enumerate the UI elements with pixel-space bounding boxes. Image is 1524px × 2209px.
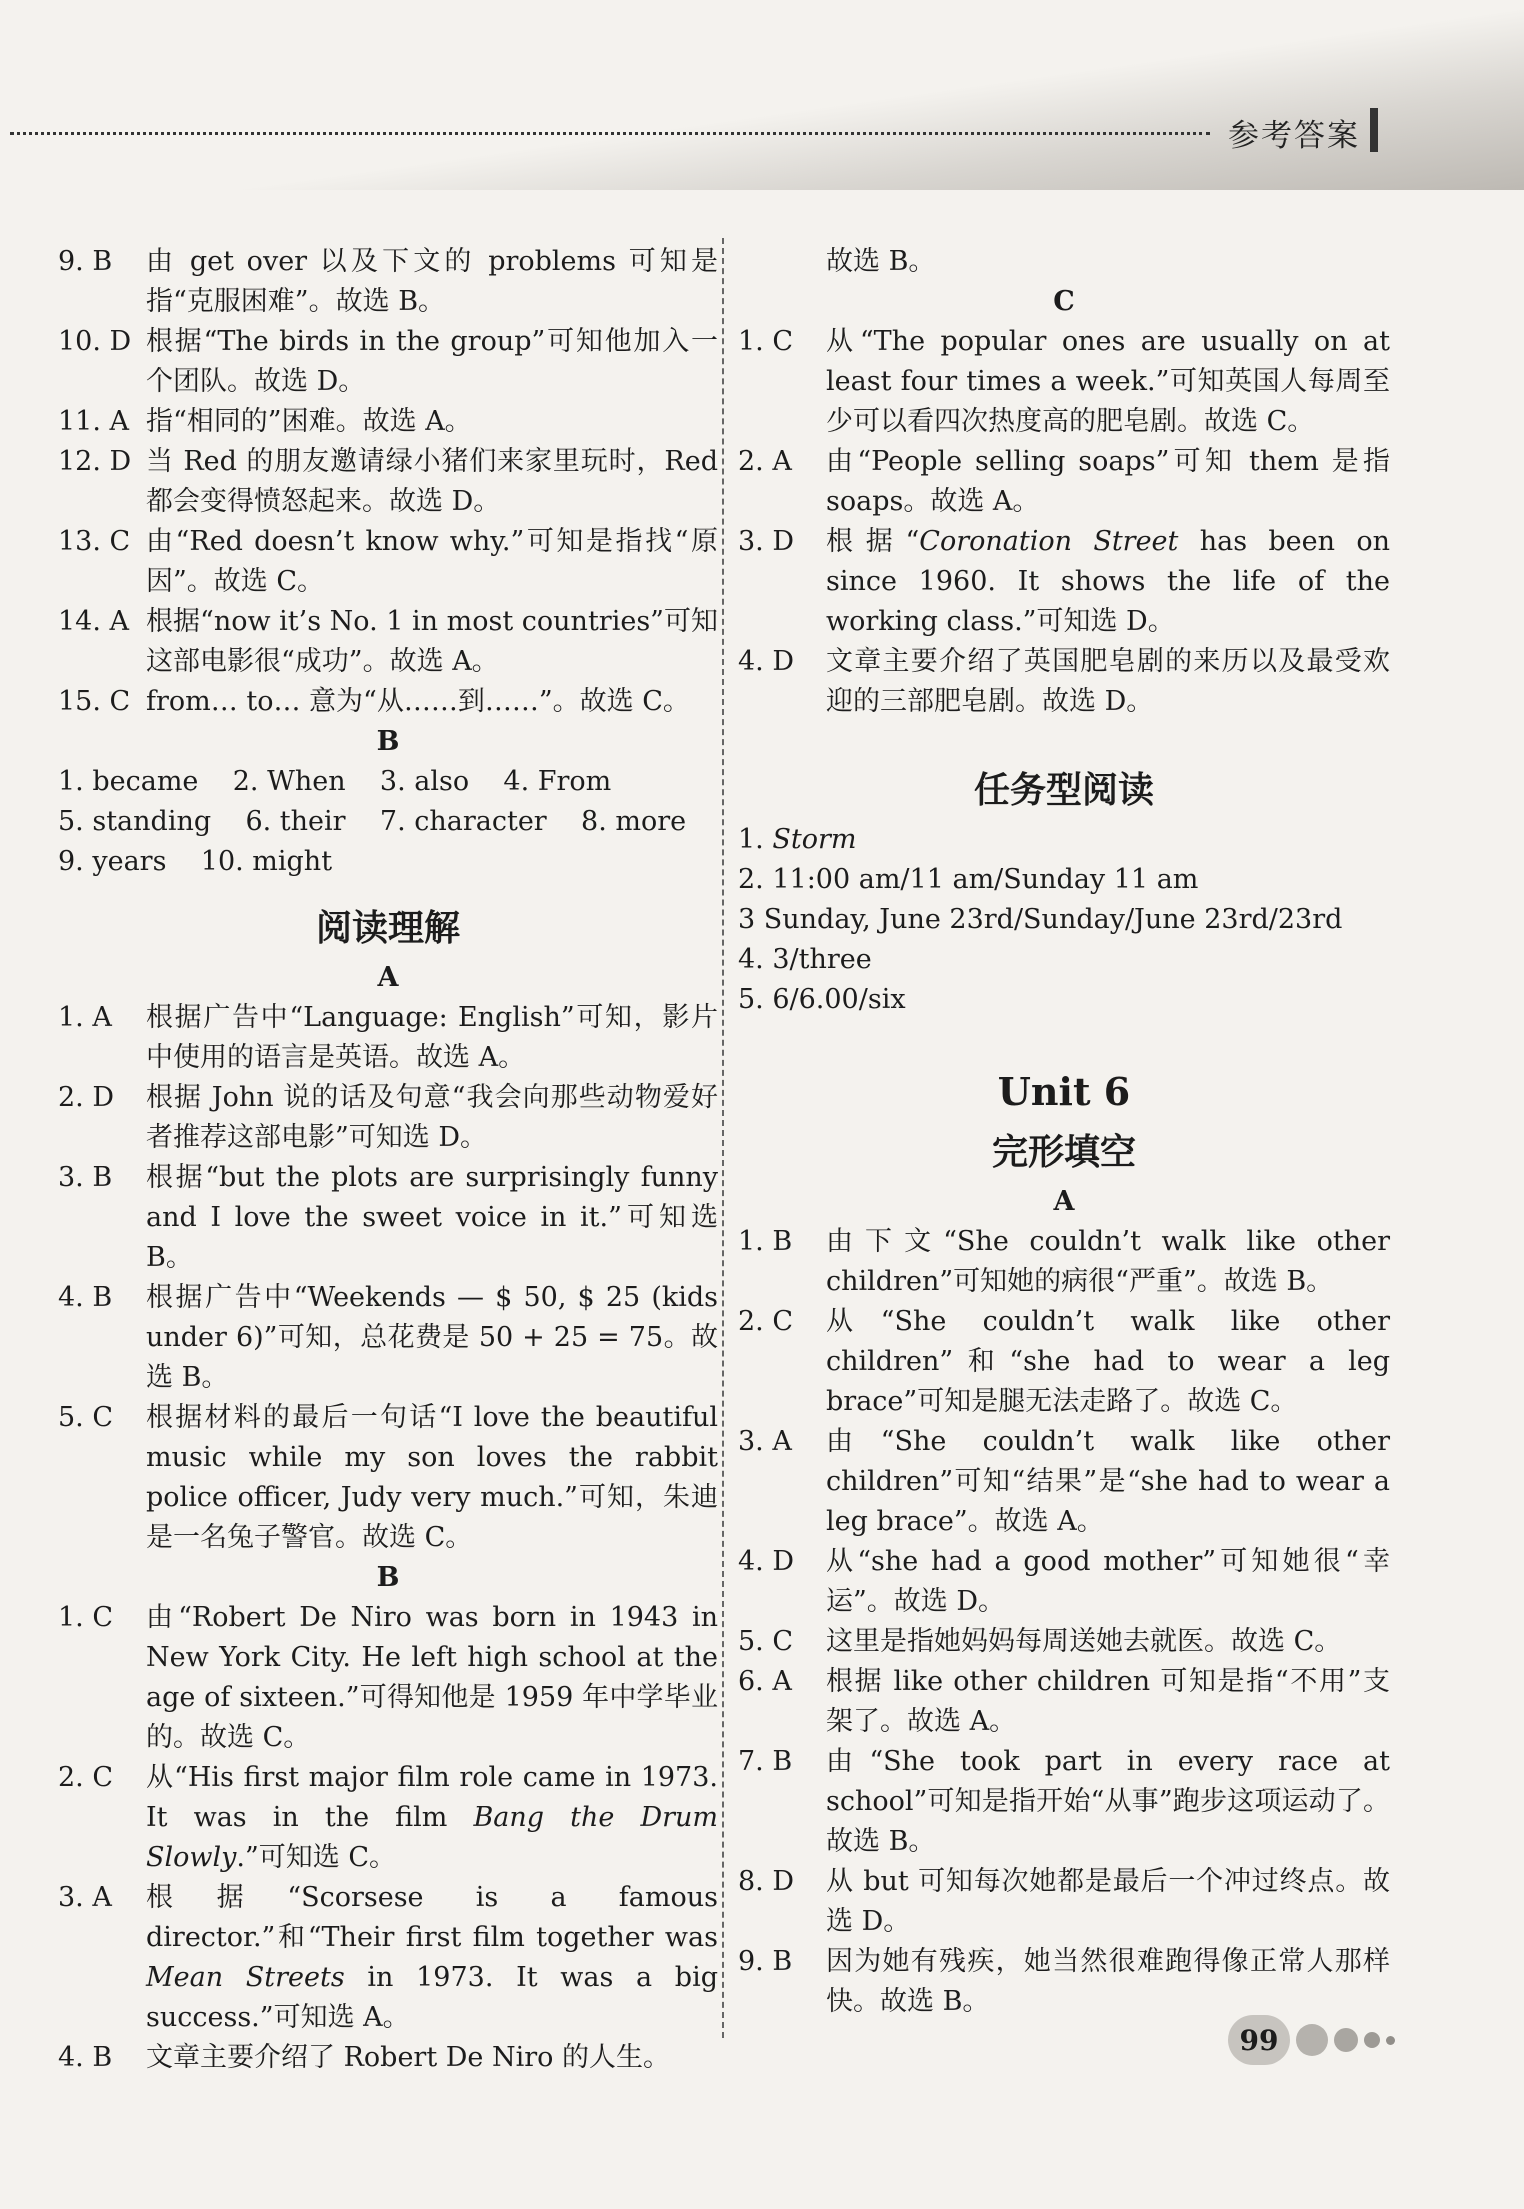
task-reading-heading: 任务型阅读	[973, 770, 1154, 811]
answer-item: 2. C 从“His first major film role came in 1973. It was in the film Bang the Drum Slowly.”可知选 C。	[58, 1762, 718, 1873]
answer-item: 3. A 由“She couldn’t walk like other children”可知“结果”是“she had to wear a leg brace”。故选 A。	[738, 1426, 1390, 1537]
decor-dot-icon	[1386, 2036, 1395, 2045]
right-column	[738, 242, 1390, 2022]
decor-dot-icon	[1296, 2024, 1328, 2056]
answer-item: 2. D 根据 John 说的话及句意“我会向那些动物爱好者推荐这部电影”可知选 D。	[58, 1082, 718, 1153]
cloze-b-continued-list	[58, 242, 718, 722]
answer-item: 3. D 根据“Coronation Street has been on since 1960. It shows the life of the working class.”可知选 D。	[738, 526, 1390, 637]
answer-item: 11. A 指“相同的”困难。故选 A。	[58, 406, 472, 437]
answer-item: 5. C 这里是指她妈妈每周送她去就医。故选 C。	[738, 1626, 1342, 1657]
answer-item: 3. B 根据“but the plots are surprisingly funny and I love the sweet voice in it.”可知选 B。	[58, 1162, 718, 1273]
answer-item: 1. C 由“Robert De Niro was born in 1943 in New York City. He left high school at the age of sixteen.”可得知他是 1959 年中学毕业的。故选 C。	[58, 1602, 718, 1753]
unit-heading: Unit 6	[997, 1069, 1131, 1114]
task-line: 5. 6/6.00/six	[738, 984, 906, 1015]
left-column	[58, 242, 718, 2078]
answer-item: 14. A 根据“now it’s No. 1 in most countries”可知这部电影很“成功”。故选 A。	[58, 606, 718, 677]
reading-a-label: A	[377, 962, 399, 993]
answer-item: 1. C 从“The popular ones are usually on at least four times a week.”可知英国人每周至少可以看四次热度高的肥皂剧。故选 C。	[738, 326, 1390, 437]
task-line: 2. 11:00 am/11 am/Sunday 11 am	[738, 864, 1199, 895]
section-b-line: 5. standing 6. their 7. character 8. more	[58, 806, 687, 837]
answer-item: 10. D 根据“The birds in the group”可知他加入一个团队。故选 D。	[58, 326, 718, 397]
reading-heading: 阅读理解	[315, 908, 460, 949]
answer-item: 2. C 从“She couldn’t walk like other children”和“she had to wear a leg brace”可知是腿无法走路了。故选 C。	[738, 1306, 1390, 1417]
answer-item: 3. A 根据“Scorsese is a famous director.”和“Their first film together was Mean Streets in 1973. It was a big success.”可知选 A。	[58, 1882, 718, 2033]
answer-item: 12. D 当 Red 的朋友邀请绿小猪们来家里玩时，Red 都会变得愤怒起来。故选 D。	[58, 446, 718, 517]
column-divider	[722, 238, 724, 2038]
header-shade	[0, 0, 1524, 190]
task-line: 3 Sunday, June 23rd/Sunday/June 23rd/23rd	[738, 904, 1343, 935]
answer-item: 7. B 由“She took part in every race at school”可知是指开始“从事”跑步这项运动了。故选 B。	[738, 1746, 1390, 1857]
section-b-label: B	[376, 726, 400, 757]
section-c-label: C	[1053, 286, 1075, 317]
answer-item: 2. A 由“People selling soaps”可知 them 是指 soaps。故选 A。	[738, 446, 1390, 517]
answer-item: 4. D 文章主要介绍了英国肥皂剧的来历以及最受欢迎的三部肥皂剧。故选 D。	[738, 646, 1390, 717]
section-b-line: 1. became 2. When 3. also 4. From	[58, 766, 612, 797]
cloze-heading: 完形填空	[991, 1132, 1136, 1173]
carry-over-text: 故选 B。	[826, 246, 936, 277]
header-bar	[1370, 108, 1378, 152]
answer-item: 5. C 根据材料的最后一句话“I love the beautiful music while my son loves the rabbit police officer, Judy very much.”可知，朱迪是一名兔子警官。故选 C。	[58, 1402, 718, 1553]
answer-item: 13. C 由“Red doesn’t know why.”可知是指找“原因”。故选 C。	[58, 526, 718, 597]
answer-item: 1. B 由下文“She couldn’t walk like other children”可知她的病很“严重”。故选 B。	[738, 1226, 1390, 1297]
decor-dot-icon	[1334, 2028, 1358, 2052]
answer-item: 1. A 根据广告中“Language: English”可知，影片中使用的语言是英语。故选 A。	[58, 1002, 718, 1073]
answer-item: 9. B 因为她有残疾，她当然很难跑得像正常人那样快。故选 B。	[738, 1946, 1390, 2017]
answer-item: 6. A 根据 like other children 可知是指“不用”支架了。故选 A。	[738, 1666, 1390, 1737]
answer-item: 4. B 根据广告中“Weekends — $ 50, $ 25 (kids under 6)”可知，总花费是 50 + 25 = 75。故选 B。	[58, 1282, 718, 1393]
reading-b-label: B	[376, 1562, 400, 1593]
task-line: 4. 3/three	[738, 944, 872, 975]
answer-item: 4. B 文章主要介绍了 Robert De Niro 的人生。	[58, 2042, 670, 2073]
section-b-line: 9. years 10. might	[58, 846, 333, 877]
page-number: 99	[1228, 2015, 1290, 2065]
task-line: 1. Storm	[738, 824, 857, 855]
header-label: 参考答案	[1228, 118, 1360, 154]
answer-item: 9. B 由 get over 以及下文的 problems 可知是指“克服困难”。故选 B。	[58, 246, 718, 317]
header-dotted-rule	[10, 132, 1210, 135]
answer-item: 4. D 从“she had a good mother”可知她很“幸运”。故选 D。	[738, 1546, 1390, 1617]
decor-dot-icon	[1364, 2032, 1380, 2048]
answer-item: 8. D 从 but 可知每次她都是最后一个冲过终点。故选 D。	[738, 1866, 1390, 1937]
answer-item: 15. C from… to… 意为“从……到……”。故选 C。	[58, 686, 690, 717]
page-number-badge	[1228, 2015, 1395, 2065]
cloze-a-label: A	[1053, 1186, 1075, 1217]
